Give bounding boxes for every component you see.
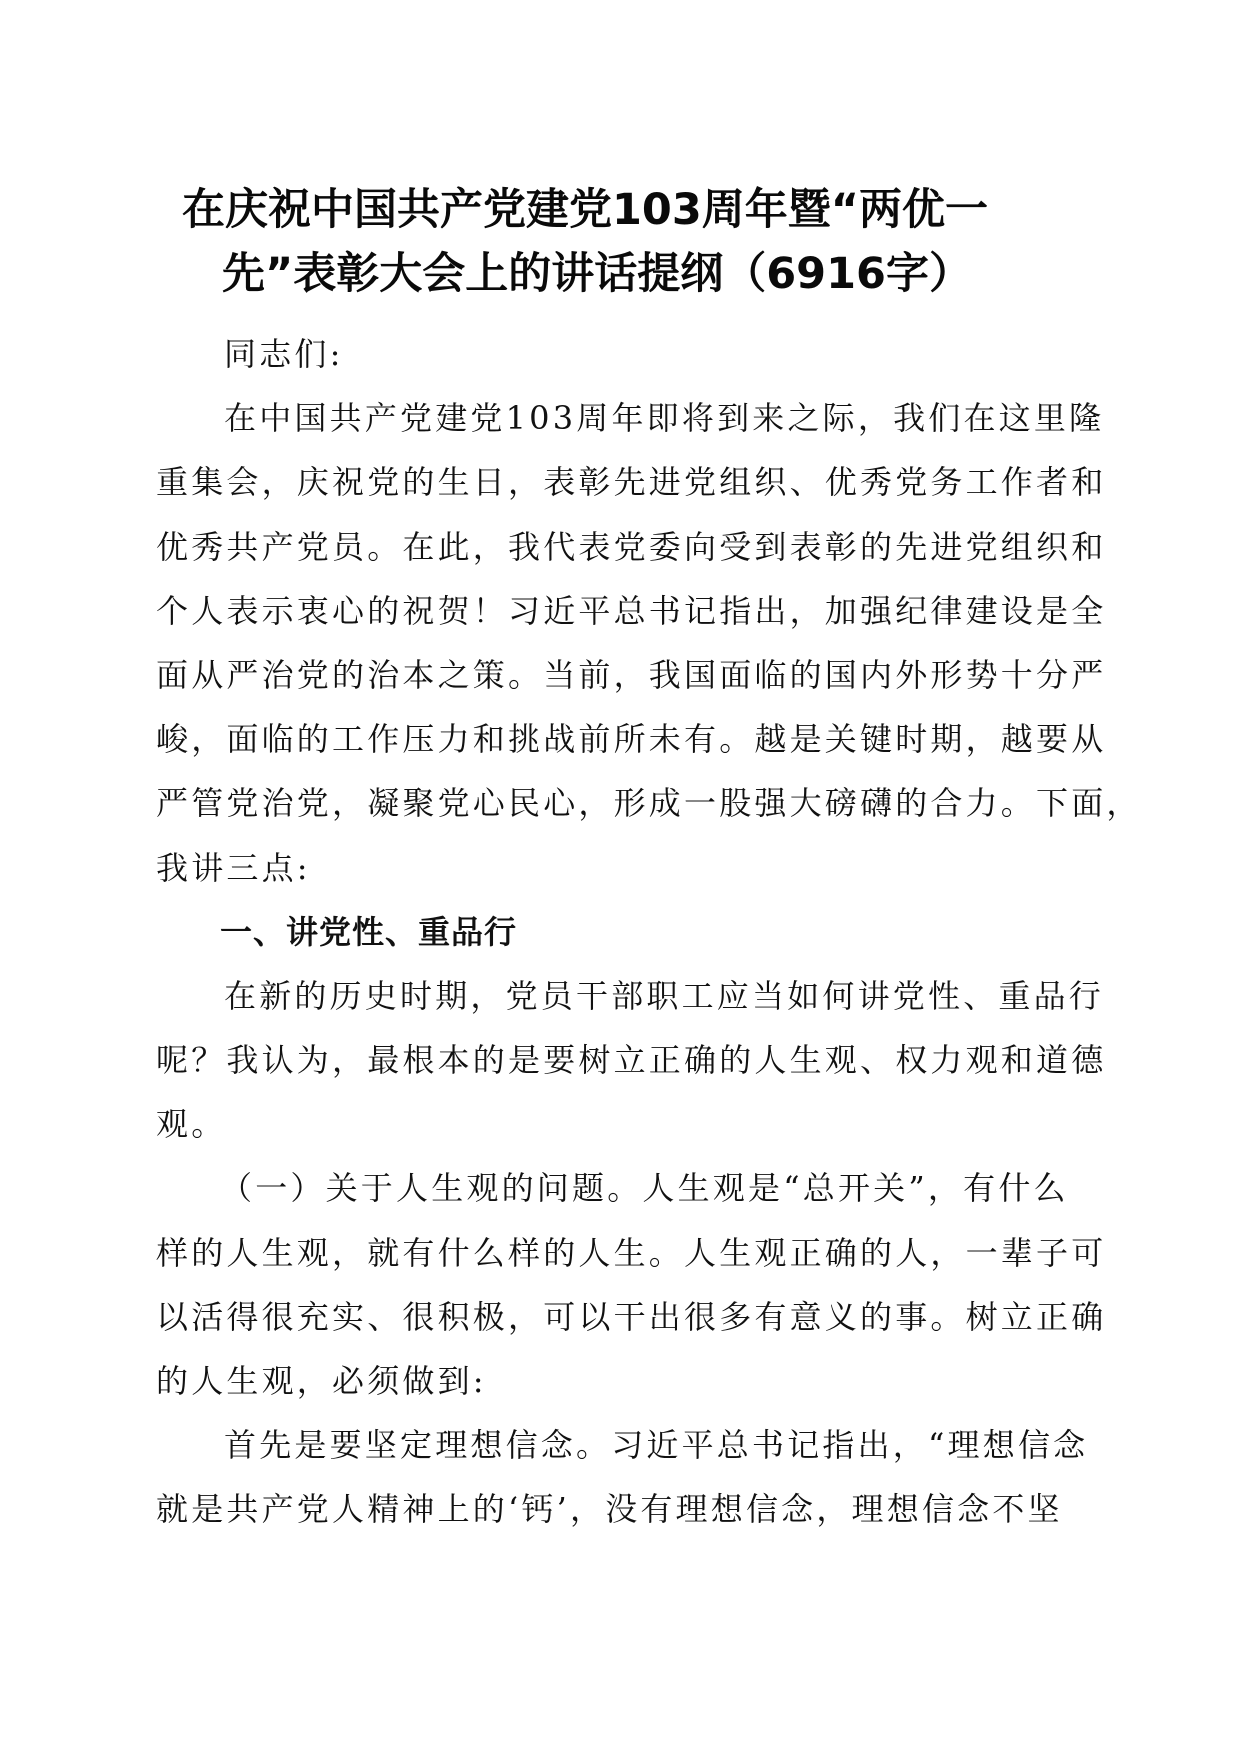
paragraph-line: 在中国共产党建党103周年即将到来之际，我们在这里隆 bbox=[224, 399, 1105, 438]
paragraph-line: 我讲三点: bbox=[156, 848, 311, 887]
paragraph-line: 呢？我认为，最根本的是要树立正确的人生观、权力观和道德 bbox=[156, 1041, 1107, 1080]
title-line: 先”表彰大会上的讲话提纲（6916字） bbox=[222, 249, 972, 299]
paragraph-line: 就是共产党人精神上的‘钙’，没有理想信念，理想信念不坚 bbox=[156, 1490, 1063, 1529]
paragraph-line: 观。 bbox=[156, 1105, 227, 1144]
paragraph-line: 面从严治党的治本之策。当前，我国面临的国内外形势十分严 bbox=[156, 655, 1107, 694]
title-line: 在庆祝中国共产党建党103周年暨“两优一 bbox=[182, 185, 989, 235]
document-body bbox=[156, 322, 1142, 1542]
paragraph-line: 严管党治党，凝聚党心民心，形成一股强大磅礴的合力。下面， bbox=[156, 784, 1142, 823]
salutation: 同志们: bbox=[224, 335, 344, 373]
paragraph-line: 的人生观，必须做到: bbox=[156, 1362, 487, 1400]
paragraph-line: 个人表示衷心的祝贺！习近平总书记指出，加强纪律建设是全 bbox=[156, 591, 1107, 630]
paragraph-line: 以活得很充实、很积极，可以干出很多有意义的事。树立正确 bbox=[156, 1297, 1107, 1336]
subsection-line: （一）关于人生观的问题。人生观是“总开关”，有什么 bbox=[220, 1169, 1069, 1208]
paragraph-line: 样的人生观，就有什么样的人生。人生观正确的人，一辈子可 bbox=[156, 1233, 1107, 1272]
paragraph-line: 在新的历史时期，党员干部职工应当如何讲党性、重品行 bbox=[224, 976, 1105, 1015]
paragraph-line: 首先是要坚定理想信念。习近平总书记指出，“理想信念 bbox=[224, 1426, 1089, 1465]
paragraph-line: 峻，面临的工作压力和挑战前所未有。越是关键时期，越要从 bbox=[156, 720, 1107, 759]
document-title bbox=[150, 178, 1090, 306]
section-heading: 一、讲党性、重品行 bbox=[220, 912, 518, 951]
paragraph-line: 重集会，庆祝党的生日，表彰先进党组织、优秀党务工作者和 bbox=[156, 463, 1107, 502]
paragraph-line: 优秀共产党员。在此，我代表党委向受到表彰的先进党组织和 bbox=[156, 527, 1107, 566]
